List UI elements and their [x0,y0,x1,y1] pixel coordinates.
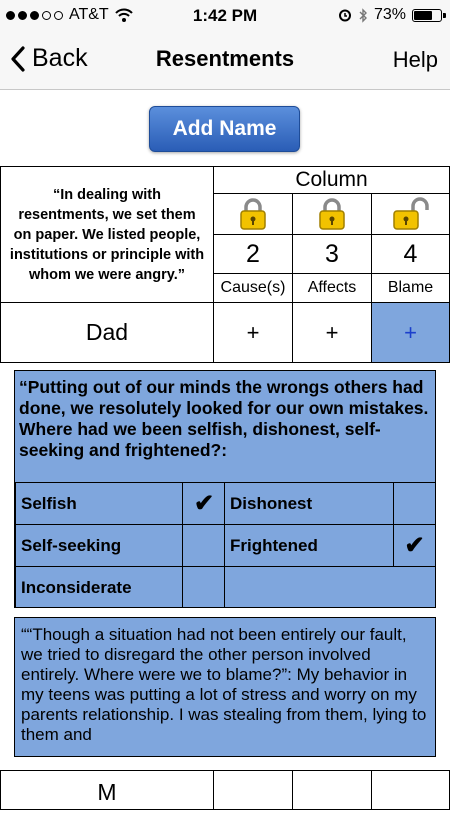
check-icon[interactable]: ✔ [393,524,435,566]
blame-text: ““Though a situation had not been entirely our fault, we tried to disregard the other person involved entirely. Where were we to blame?”: My behavior in my teens was putting a lot of stress and worry on my parents relationship. I was stealing from them, lying to them and [21,625,427,744]
carrier-label: AT&T [69,6,109,23]
status-bar [0,0,450,32]
checkbox-dishonest[interactable] [393,482,435,524]
defect-selfish[interactable]: Selfish [15,482,183,524]
affects-add-button[interactable]: + [292,302,372,363]
row-name[interactable]: Dad [0,302,214,363]
back-label: Back [32,44,88,72]
column-3-lock[interactable] [292,193,372,235]
battery-percent: 73% [373,6,406,23]
defect-self-seeking[interactable]: Self-seeking [15,524,183,566]
column-number: 3 [292,234,372,274]
defect-dishonest[interactable]: Dishonest [224,482,394,524]
column-4-lock[interactable] [371,193,450,235]
defect-inconsiderate[interactable]: Inconsiderate [15,566,183,608]
status-right [338,6,442,24]
add-name-button[interactable]: Add Name [149,106,300,152]
defect-frightened[interactable]: Frightened [224,524,394,566]
column-2-lock[interactable] [213,193,293,235]
back-button[interactable] [10,44,88,73]
bluetooth-icon [358,8,368,23]
instruction-quote: “In dealing with resentments, we set them on paper. We listed people, institutions or principle with whom we were angry.” [0,166,214,303]
help-button[interactable]: Help [392,47,438,72]
lock-icon [238,197,268,231]
column-number: 2 [213,234,293,274]
empty-cell [224,566,435,608]
blame-add-button[interactable]: + [371,302,450,363]
blame-add-button[interactable] [371,770,450,810]
lock-icon [317,197,347,231]
check-icon[interactable]: ✔ [182,482,225,524]
alarm-icon [338,8,352,22]
column-number: 4 [371,234,450,274]
defects-prompt: “Putting out of our minds the wrongs others had done, we resolutely looked for our own mistakes. Where had we been selfish, dishonest, self-seeking and frightened?: [19,377,429,460]
column-label: Blame [371,273,450,303]
battery-icon [412,9,442,22]
column-header: Column [213,166,450,194]
causes-add-button[interactable]: + [213,302,293,363]
blame-panel[interactable] [14,617,436,757]
causes-add-button[interactable] [213,770,293,810]
defects-panel [14,370,436,608]
navigation-bar [0,32,450,90]
checkbox-self-seeking[interactable] [182,524,225,566]
affects-add-button[interactable] [292,770,372,810]
unlock-icon [391,197,431,231]
column-label: Cause(s) [213,273,293,303]
chevron-left-icon [10,45,26,73]
column-label: Affects [292,273,372,303]
status-time: 1:42 PM [192,6,258,25]
checkbox-inconsiderate[interactable] [182,566,225,608]
page-title: Resentments [155,46,295,71]
row-name[interactable]: M [0,770,214,810]
